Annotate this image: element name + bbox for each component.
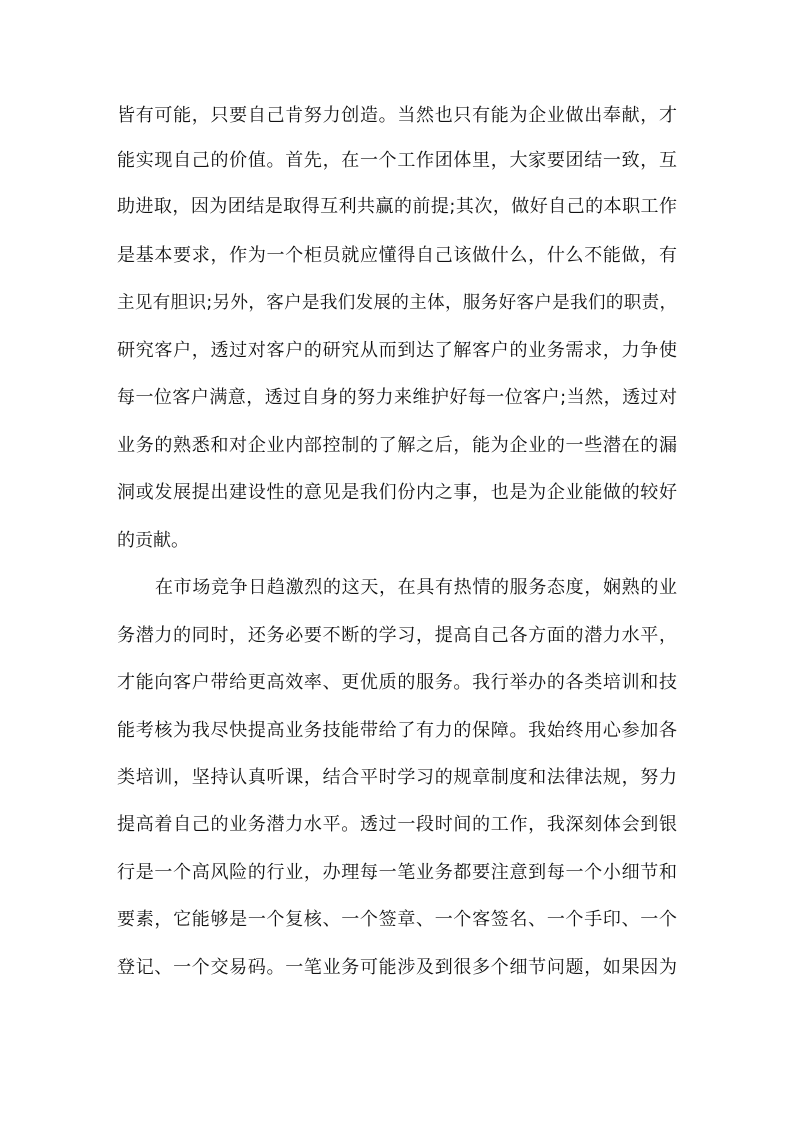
text-line (0, 189, 794, 225)
text-line-content: 研究客户，透过对客户的研究从而到达了解客户的业务需求，力争使 (117, 340, 677, 361)
text-line-content: 洞或发展提出建设性的意见是我们份内之事，也是为企业能做的较好 (117, 482, 677, 503)
text-line (0, 475, 794, 511)
text-line-content: 业务的熟悉和对企业内部控制的了解之后，能为企业的一些潜在的漏 (117, 435, 677, 456)
text-line (0, 428, 794, 464)
text-line-content: 务潜力的同时，还务必要不断的学习，提高自己各方面的潜力水平， (117, 625, 677, 646)
text-line (0, 618, 794, 654)
text-line (0, 665, 794, 701)
text-line-content: 的贡献。 (117, 530, 189, 551)
text-line (0, 333, 794, 369)
text-line-content: 每一位客户满意，透过自身的努力来维护好每一位客户;当然，透过对 (117, 387, 677, 408)
text-line (0, 807, 794, 843)
text-line (0, 143, 794, 179)
text-line-content: 才能向客户带给更高效率、更优质的服务。我行举办的各类培训和技 (117, 672, 677, 693)
text-line-content: 能考核为我尽快提高业务技能带给了有力的保障。我始终用心参加各 (117, 720, 677, 741)
text-line-content: 能实现自己的价值。首先，在一个工作团体里，大家要团结一致，互 (117, 150, 677, 171)
text-line-content: 皆有可能，只要自己肯努力创造。当然也只有能为企业做出奉献，才 (117, 105, 677, 126)
text-line (0, 285, 794, 321)
text-line (0, 98, 794, 134)
text-line (0, 570, 794, 606)
text-line-content: 在市场竞争日趋激烈的这天，在具有热情的服务态度，娴熟的业 (155, 577, 677, 598)
text-line-content: 是基本要求，作为一个柜员就应懂得自己该做什么，什么不能做，有 (117, 245, 677, 266)
text-line-content: 主见有胆识;另外，客户是我们发展的主体，服务好客户是我们的职责， (117, 293, 677, 313)
text-line-content: 登记、一个交易码。一笔业务可能涉及到很多个细节问题，如果因为 (117, 957, 677, 978)
text-line (0, 950, 794, 986)
text-line (0, 238, 794, 274)
text-line (0, 855, 794, 891)
text-line-content: 提高着自己的业务潜力水平。透过一段时间的工作，我深刻体会到银 (117, 814, 677, 835)
text-line (0, 713, 794, 749)
text-line (0, 760, 794, 796)
text-line (0, 902, 794, 938)
text-line-content: 要素，它能够是一个复核、一个签章、一个客签名、一个手印、一个 (117, 909, 677, 930)
text-line-content: 行是一个高风险的行业，办理每一笔业务都要注意到每一个小细节和 (117, 862, 677, 883)
text-line (0, 380, 794, 416)
text-line-content: 类培训，坚持认真听课，结合平时学习的规章制度和法律法规，努力 (117, 767, 677, 788)
text-line (0, 523, 794, 559)
text-line-content: 助进取，因为团结是取得互利共赢的前提;其次，做好自己的本职工作 (117, 196, 677, 217)
